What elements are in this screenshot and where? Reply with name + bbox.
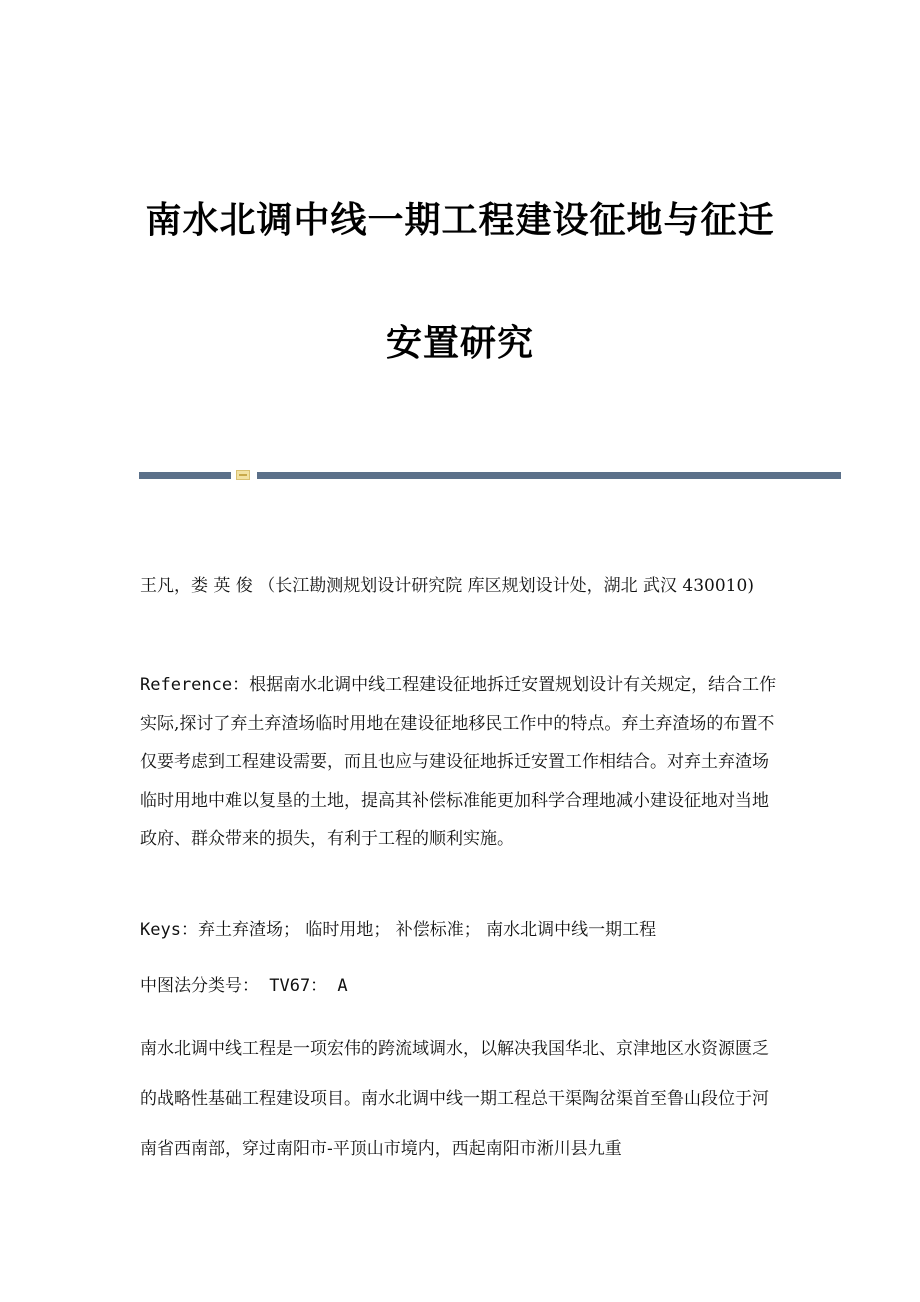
abstract-label: Reference： xyxy=(140,675,250,695)
abstract-paragraph xyxy=(140,666,780,859)
keywords-label: Keys： xyxy=(140,920,198,940)
document-title-line-1: 南水北调中线一期工程建设征地与征迁 xyxy=(145,200,775,241)
classification-code: TV67： A xyxy=(259,976,348,996)
classification-line xyxy=(140,968,780,1005)
body-paragraph: 南水北调中线工程是一项宏伟的跨流域调水，以解决我国华北、京津地区水资源匮乏的战略性基础工程建设项目。南水北调中线一期工程总干渠陶岔渠首至鲁山段位于河南省西南部，穿过南阳市-平顶山市境内，西起南阳市淅川县九重 xyxy=(140,1039,769,1159)
keywords-line xyxy=(140,912,780,949)
abstract-text: 根据南水北调中线工程建设征地拆迁安置规划设计有关规定，结合工作实际,探讨了弃土弃渣场临时用地在建设征地移民工作中的特点。弃土弃渣场的布置不仅要考虑到工程建设需要，而且也应与建设征地拆迁安置工作相结合。对弃土弃渣场临时用地中难以复垦的土地，提高其补偿标准能更加科学合理地减小建设征地对当地政府、群众带来的损失，有利于工程的顺利实施。 xyxy=(140,675,777,849)
author-text: 王凡，娄 英 俊 （长江勘测规划设计研究院 库区规划设计处，湖北 武汉 430010) xyxy=(140,576,754,596)
classification-label: 中图法分类号： xyxy=(140,976,259,996)
author-affiliation xyxy=(140,562,780,611)
divider-bar-left xyxy=(139,472,231,479)
title-divider xyxy=(139,470,841,480)
divider-ornament-icon xyxy=(236,470,250,480)
divider-bar-right xyxy=(257,472,841,479)
document-title-line-2: 安置研究 xyxy=(385,323,534,364)
keywords-text: 弃土弃渣场； 临时用地； 补偿标准； 南水北调中线一期工程 xyxy=(197,920,657,940)
